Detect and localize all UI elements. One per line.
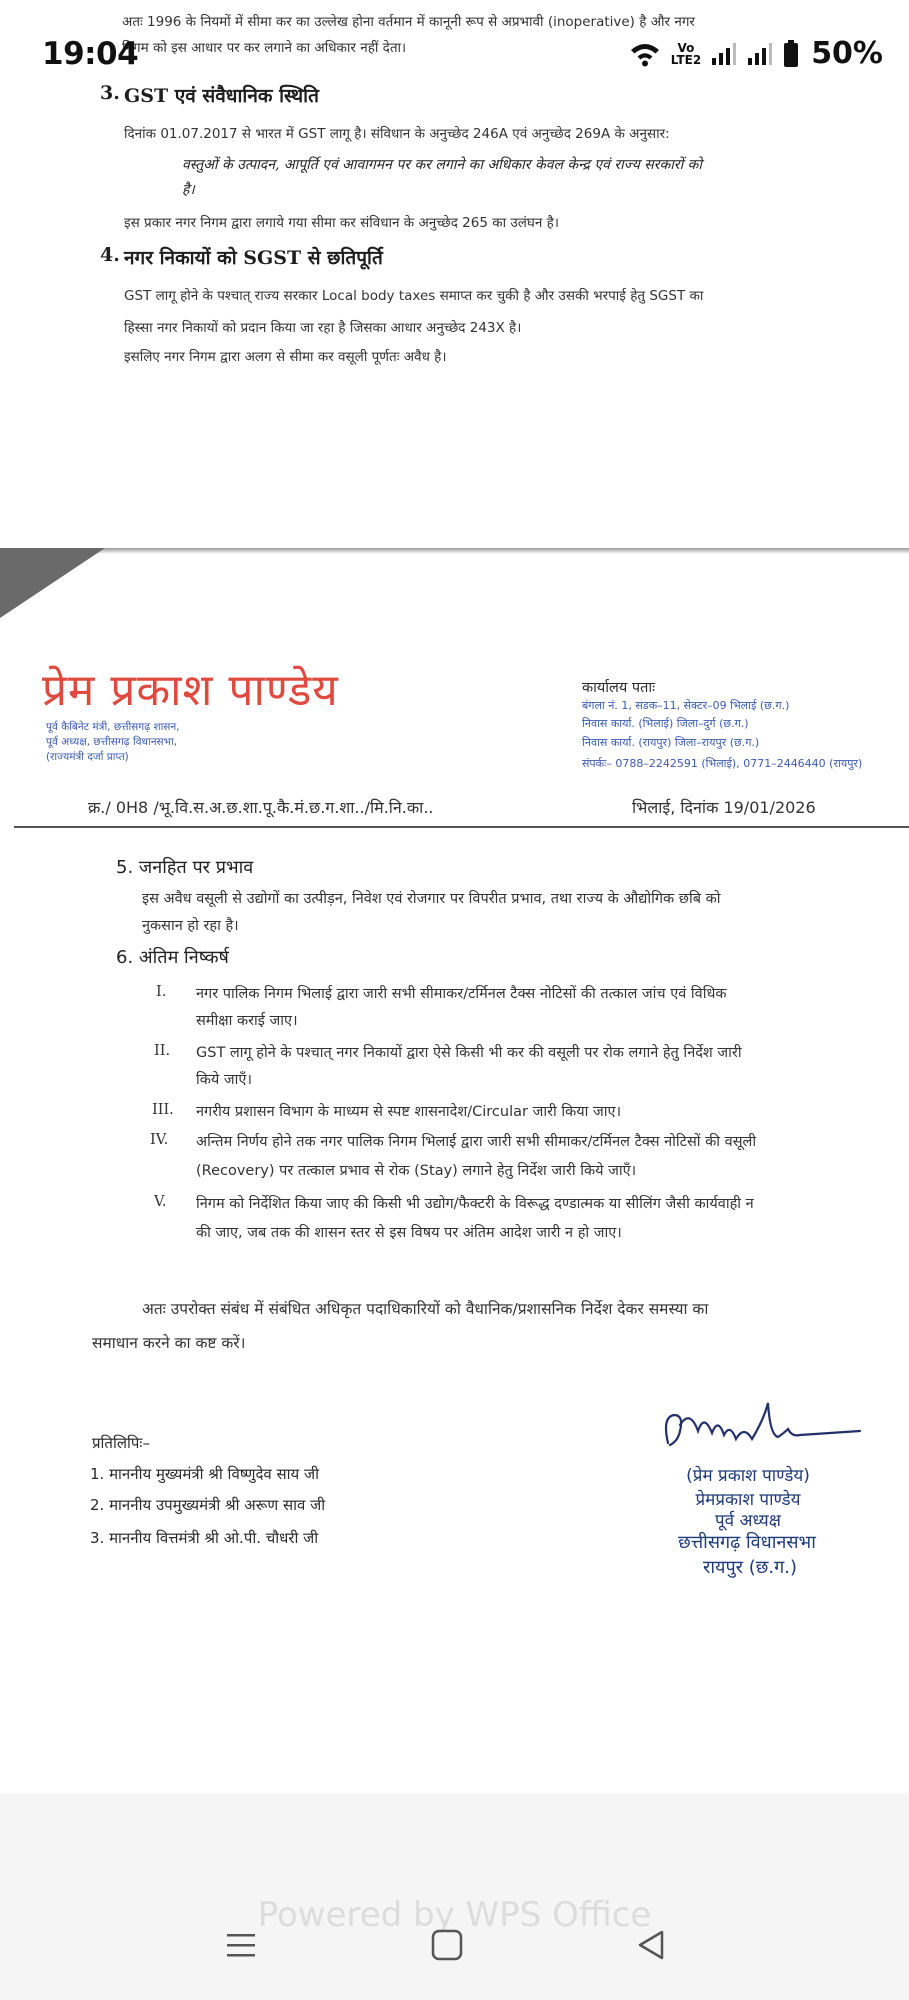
handwritten-signature <box>660 1395 865 1465</box>
battery-icon <box>783 40 799 68</box>
volte-label: Vo <box>677 40 695 55</box>
battery-percentage: 50% <box>811 36 883 71</box>
section-3-conclusion: इस प्रकार नगर निगम द्वारा लगाये गया सीमा कर संविधान के अनुच्छेद 265 का उलंघन है। <box>124 215 559 231</box>
section-4-line-1: GST लागू होने के पश्चात् राज्य सरकार Local body taxes समाप्त कर चुकी है और उसकी भरपाई हेतु SGST का <box>124 288 704 304</box>
section-4-number: 4. <box>100 244 120 266</box>
conclusion-item-line-2: (Recovery) पर तत्काल प्रभाव से रोक (Stay) लगाने हेतु निर्देश जारी किये जाएँ। <box>196 1163 637 1179</box>
stamp-line-4: रायपुर (छ.ग.) <box>702 1557 797 1578</box>
office-address-line-2: निवास कार्या. (भिलाई) जिला–दुर्ग (छ.ग.) <box>582 717 749 730</box>
letter-date: भिलाई, दिनांक 19/01/2026 <box>632 798 816 817</box>
back-button[interactable] <box>634 1928 668 1966</box>
recent-apps-button[interactable] <box>224 1928 258 1966</box>
status-bar-icons <box>629 36 883 71</box>
home-button[interactable] <box>430 1928 464 1966</box>
section-5-title: 5. जनहित पर प्रभाव <box>116 857 254 878</box>
letterhead-sub-line-2: पूर्व अध्यक्ष, छत्तीसगढ़ विधानसभा, <box>46 736 178 748</box>
section-4-line-3: इसलिए नगर निगम द्वारा अलग से सीमा कर वसूली पूर्णतः अवैध है। <box>124 349 447 365</box>
section-3-quote-line-1: वस्तुओं के उत्पादन, आपूर्ति एवं आवागमन पर कर लगाने का अधिकार केवल केन्द्र एवं राज्य सरकारों को <box>182 157 703 173</box>
office-contact-line: संपर्कः– 0788–2242591 (भिलाई), 0771–2446440 (रायपुर) <box>582 757 863 770</box>
section-5-line-2: नुकसान हो रहा है। <box>142 918 239 934</box>
stamp-line-2: पूर्व अध्यक्ष <box>715 1511 781 1531</box>
office-address-line-3: निवास कार्या. (रायपुर) जिला–रायपुर (छ.ग.) <box>582 736 760 749</box>
conclusion-item-number: I. <box>156 984 167 1000</box>
conclusion-item-line-1: अन्तिम निर्णय होने तक नगर पालिक निगम भिलाई द्वारा जारी सभी सीमाकर/टर्मिनल टैक्स नोटिसों की वसूली <box>196 1134 757 1150</box>
conclusion-item-number: V. <box>154 1194 167 1210</box>
intro-line-1: अतः 1996 के नियमों में सीमा कर का उल्लेख होना वर्तमान में कानूनी रूप से अप्रभावी (inoperative) है और नगर <box>122 14 695 30</box>
closing-line-2: समाधान करने का कष्ट करें। <box>92 1334 246 1352</box>
stamp-line-3: छत्तीसगढ़ विधानसभा <box>678 1532 816 1553</box>
section-5-line-1: इस अवैध वसूली से उद्योगों का उत्पीड़न, निवेश एवं रोजगार पर विपरीत प्रभाव, तथा राज्य के औद्योगिक छबि को <box>142 891 721 907</box>
cc-item: 1. माननीय मुख्यमंत्री श्री विष्णुदेव साय जी <box>90 1465 320 1483</box>
letterhead-divider <box>14 826 909 828</box>
intro-line-2: निगम को इस आधार पर कर लगाने का अधिकार नहीं देता। <box>122 40 407 56</box>
section-3-paragraph: दिनांक 01.07.2017 से भारत में GST लागू है। संविधान के अनुच्छेद 246A एवं अनुच्छेद 269A के अनुसार: <box>124 126 670 142</box>
conclusion-item-number: III. <box>152 1102 174 1118</box>
recent-apps-icon <box>224 1928 258 1962</box>
conclusion-item-number: IV. <box>150 1132 169 1148</box>
lte-label: LTE2 <box>670 52 702 67</box>
section-3-title: GST एवं संवैधानिक स्थिति <box>124 85 319 107</box>
cc-label: प्रतिलिपिः– <box>92 1434 150 1452</box>
signatory-name: (प्रेम प्रकाश पाण्डेय) <box>686 1466 810 1486</box>
signal-strength-icon-1 <box>711 42 737 66</box>
signal-strength-icon-2 <box>747 42 773 66</box>
page-corner-fold <box>0 548 105 618</box>
conclusion-item-line-2: समीक्षा कराई जाए। <box>196 1013 298 1029</box>
cc-item: 2. माननीय उपमुख्यमंत्री श्री अरूण साव जी <box>90 1496 326 1514</box>
back-icon <box>634 1928 668 1962</box>
status-bar-time: 19:04 <box>42 36 139 72</box>
section-4-line-2: हिस्सा नगर निकायों को प्रदान किया जा रहा है जिसका आधार अनुच्छेद 243X है। <box>124 320 522 336</box>
wps-watermark: Powered by WPS Office <box>257 1895 652 1935</box>
office-address-line-1: बंगला नं. 1, सडक–11, सेक्टर–09 भिलाई (छ.ग.) <box>582 699 790 712</box>
reference-number: क्र./ 0H8 /भू.वि.स.अ.छ.शा.पू.कै.मं.छ.ग.शा../मि.नि.का.. <box>88 798 434 817</box>
volte-indicator <box>671 42 701 66</box>
conclusion-item-line-2: किये जाएँ। <box>196 1072 252 1088</box>
home-icon <box>430 1928 464 1962</box>
conclusion-item-line-1: नगर पालिक निगम भिलाई द्वारा जारी सभी सीमाकर/टर्मिनल टैक्स नोटिसों की तत्काल जांच एवं विधिक <box>196 986 727 1002</box>
stamp-line-1: प्रेमप्रकाश पाण्डेय <box>695 1490 801 1510</box>
office-address-label: कार्यालय पताः <box>582 680 656 696</box>
closing-line-1: अतः उपरोक्त संबंध में संबंधित अधिकृत पदाधिकारियों को वैधानिक/प्रशासनिक निर्देश देकर समस्या का <box>142 1300 709 1318</box>
section-3-number: 3. <box>100 82 120 104</box>
conclusion-item-line-2: की जाए, जब तक की शासन स्तर से इस विषय पर अंतिम आदेश जारी न हो जाए। <box>196 1225 622 1241</box>
letterhead-sub-line-3: (राज्यमंत्री दर्जा प्राप्त) <box>46 751 129 763</box>
wifi-icon <box>629 41 661 67</box>
section-6-title: 6. अंतिम निष्कर्ष <box>116 947 229 968</box>
cc-item: 3. माननीय वित्तमंत्री श्री ओ.पी. चौधरी जी <box>90 1529 319 1547</box>
letterhead-name: प्रेम प्रकाश पाण्डेय <box>42 665 339 716</box>
section-4-title: नगर निकायों को SGST से छतिपूर्ति <box>124 247 383 269</box>
conclusion-item-line-1: निगम को निर्देशित किया जाए की किसी भी उद्योग/फैक्टरी के विरूद्ध दण्डात्मक या सीलिंग जैसी कार्यवाही न <box>196 1196 754 1212</box>
section-3-quote-line-2: है। <box>182 182 195 198</box>
conclusion-item-number: II. <box>154 1043 171 1059</box>
conclusion-item-line-1: नगरीय प्रशासन विभाग के माध्यम से स्पष्ट शासनादेश/Circular जारी किया जाए। <box>196 1104 622 1120</box>
letterhead-sub-line-1: पूर्व कैबिनेट मंत्री, छत्तीसगढ़ शासन, <box>46 721 180 733</box>
page-edge-shadow <box>0 548 909 554</box>
conclusion-item-line-1: GST लागू होने के पश्चात् नगर निकायों द्वारा ऐसे किसी भी कर की वसूली पर रोक लगाने हेतु निर्देश जारी <box>196 1045 742 1061</box>
